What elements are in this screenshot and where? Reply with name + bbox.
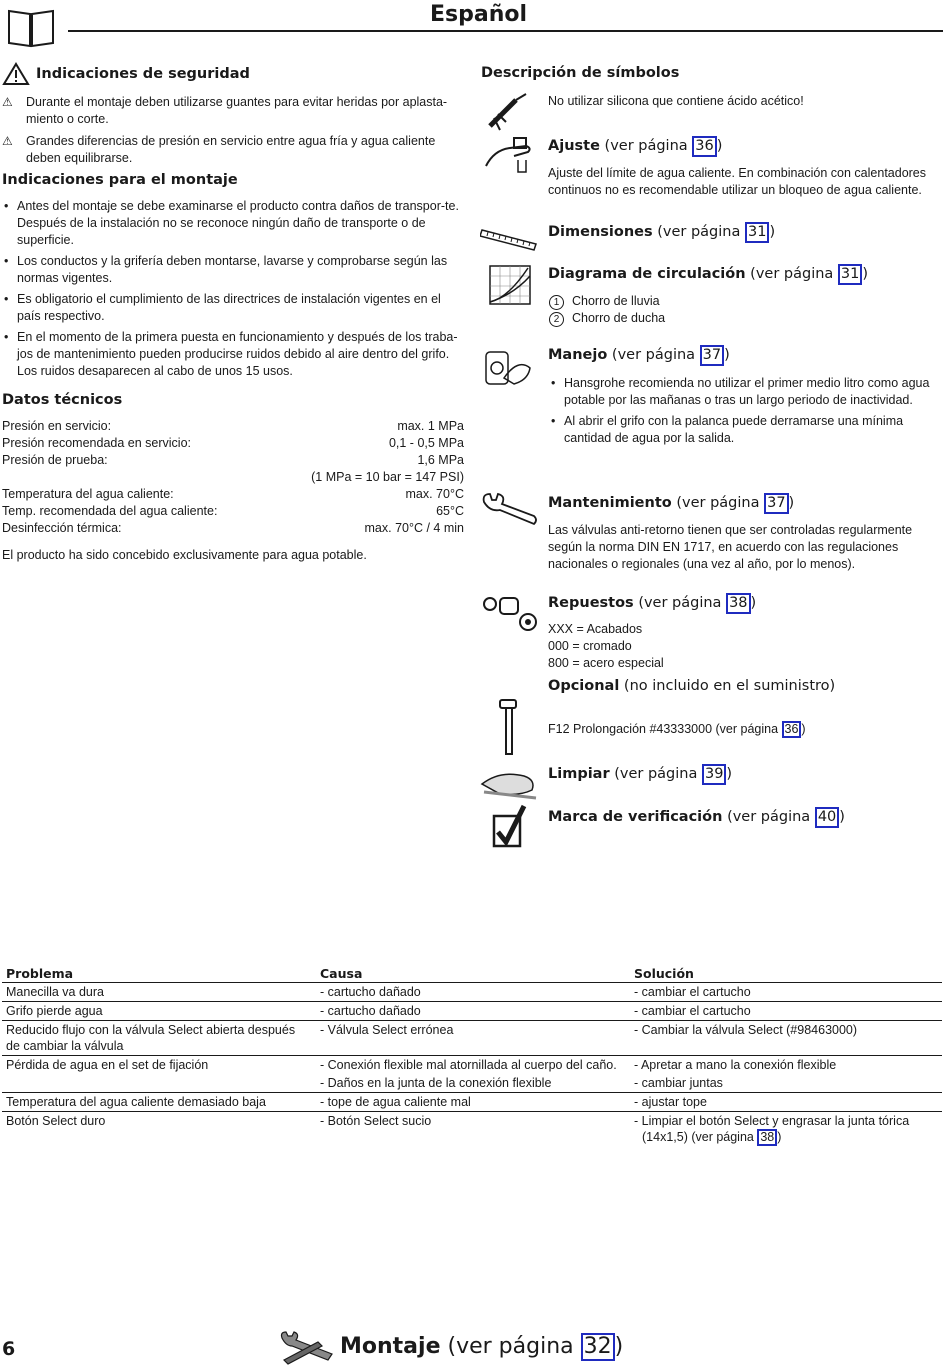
table-row: Pérdida de agua en el set de fijación - Conexión flexible mal atornillada al cuerpo del caño. - Apretar a mano la conexión flexible (6, 1058, 837, 1072)
safety-text: miento o corte. (26, 112, 109, 126)
diagrama-item-1: 1 Chorro de lluvia (549, 293, 660, 310)
warning-icon: ⚠ (2, 95, 13, 109)
spare-parts-icon (482, 594, 538, 639)
tech-row: Temperatura del agua caliente: max. 70°C (2, 487, 464, 501)
repuestos-heading: Repuestos (ver página 38 ) (548, 593, 756, 614)
tech-row: Presión recomendada en servicio: 0,1 - 0,5 MPa (2, 436, 464, 450)
mantenimiento-desc: Las válvulas anti-retorno tienen que ser controladas regularmente según la norma DIN EN 1717, en acuerdo con las regulaciones nacionales o regionales (una vez al año, por lo menos). (548, 523, 913, 571)
safety-section (2, 62, 472, 167)
repuestos-codes: XXX = Acabados 000 = cromado 800 = acero especial (548, 622, 664, 670)
page-link[interactable]: 37 (700, 345, 724, 366)
list-item: • En el momento de la primera puesta en funcionamiento y después de los traba-jos de mantenimiento pueden producirse ruidos debido al aire dentro del grifo. Los ruidos desaparecen al cabo de unos 15 usos. (2, 329, 467, 380)
opcional-item: F12 Prolongación #43333000 (ver página 36 ) (548, 722, 806, 736)
mounting-title: Indicaciones para el montaje (2, 172, 238, 188)
page-link[interactable]: 36 (692, 136, 716, 157)
tech-row: (1 MPa = 10 bar = 147 PSI) (311, 470, 464, 484)
warning-icon (2, 62, 30, 86)
tools-icon (278, 1330, 336, 1371)
column-header: Causa (316, 966, 630, 983)
list-item: • Es obligatorio el cumplimiento de las directrices de instalación vigentes en el país respectivo. (2, 291, 467, 325)
page-number: 6 (2, 1338, 16, 1360)
list-item: • Al abrir el grifo con la palanca puede derramarse una mínima cantidad de agua por la salida. (549, 413, 944, 447)
footer-heading: Montaje (ver página 32 ) (340, 1334, 624, 1359)
manejo-list (549, 375, 944, 451)
warning-icon: ⚠ (2, 134, 13, 148)
wrench-icon (480, 492, 538, 531)
tech-title: Datos técnicos (2, 392, 123, 408)
adjust-hand-icon (484, 136, 536, 183)
column-header: Problema (2, 966, 316, 983)
tech-row: Presión de prueba: 1,6 MPa (2, 453, 464, 467)
safety-text: Durante el montaje deben utilizarse guantes para evitar heridas por aplasta- (26, 95, 448, 109)
silicone-text: No utilizar silicona que contiene ácido acético! (548, 94, 804, 108)
tech-row: Desinfección térmica: max. 70°C / 4 min (2, 521, 464, 535)
mantenimiento-heading: Mantenimiento (ver página 37 ) (548, 493, 794, 514)
table-row: Botón Select duro - Botón Select sucio - Limpiar el botón Select y engrasar la junta tórica (14x1,5) (ver página 38 ) (6, 1114, 910, 1144)
list-item: • Hansgrohe recomienda no utilizar el primer medio litro como agua potable por las mañanas o tras un largo periodo de inactividad. (549, 375, 944, 409)
flow-diagram-icon (488, 264, 532, 311)
page-link[interactable]: 31 (745, 222, 769, 243)
handle-operation-icon (484, 348, 534, 393)
tech-note: El producto ha sido concebido exclusivamente para agua potable. (2, 548, 367, 562)
symbols-title: Descripción de símbolos (481, 65, 680, 81)
ruler-icon (480, 222, 538, 257)
ajuste-heading: Ajuste (ver página 36 ) (548, 136, 722, 157)
limpiar-heading: Limpiar (ver página 39 ) (548, 764, 732, 785)
dimensiones-heading: Dimensiones (ver página 31 ) (548, 222, 775, 243)
column-header: Solución (630, 966, 942, 983)
table-row: Manecilla va dura - cartucho dañado - cambiar el cartucho (2, 983, 942, 1002)
page-link[interactable]: 32 (581, 1333, 615, 1361)
page-link[interactable]: 36 (782, 721, 802, 738)
page-title: Español (430, 2, 528, 27)
silicone-gun-icon (486, 92, 532, 137)
page-link[interactable]: 38 (757, 1129, 777, 1146)
page-link[interactable]: 31 (838, 264, 862, 285)
safety-text: deben equilibrarse. (26, 151, 133, 165)
table-row: Temperatura del agua caliente demasiado baja - tope de agua caliente mal - ajustar tope (2, 1093, 942, 1112)
tech-section (2, 392, 464, 564)
list-item: • Los conductos y la grifería deben montarse, lavarse y comprobarse según las normas vigentes. (2, 253, 467, 287)
table-row: - Daños en la junta de la conexión flexible - cambiar juntas (2, 1074, 942, 1093)
marca-heading: Marca de verificación (ver página 40 ) (548, 807, 845, 828)
opcional-heading: Opcional (no incluido en el suministro) (548, 678, 836, 694)
page-link[interactable]: 40 (815, 807, 839, 828)
page-link[interactable]: 39 (702, 764, 726, 785)
manual-book-icon (7, 8, 55, 53)
cleaning-hand-icon (480, 764, 540, 809)
list-item: • Antes del montaje se debe examinarse el producto contra daños de transpor-te. Después de la instalación no se reconoce ningún daño de transporte o de superficie. (2, 198, 467, 249)
troubleshooting-table (2, 966, 942, 1147)
page-link[interactable]: 37 (764, 493, 788, 514)
safety-text: Grandes diferencias de presión en servicio entre agua fría y agua caliente (26, 134, 436, 148)
manejo-heading: Manejo (ver página 37 ) (548, 345, 730, 366)
diagrama-item-2: 2 Chorro de ducha (549, 310, 665, 327)
ajuste-desc: Ajuste del límite de agua caliente. En combinación con calentadores continuos no es recomendable utilizar un bloqueo de agua caliente. (548, 166, 927, 197)
table-row: Grifo pierde agua - cartucho dañado - cambiar el cartucho (2, 1002, 942, 1021)
tech-row: Temp. recomendada del agua caliente: 65°C (2, 504, 464, 518)
mounting-section (2, 172, 467, 384)
extension-icon (498, 698, 522, 763)
title-divider (68, 30, 943, 32)
checkmark-icon (492, 804, 528, 853)
safety-title: Indicaciones de seguridad (36, 66, 250, 82)
tech-row: Presión en servicio: max. 1 MPa (2, 419, 464, 433)
diagrama-heading: Diagrama de circulación (ver página 31 ) (548, 264, 868, 285)
table-row: Reducido flujo con la válvula Select abierta después de cambiar la válvula - Válvula Select errónea - Cambiar la válvula Select (#98463000) (2, 1021, 942, 1056)
page-link[interactable]: 38 (726, 593, 750, 614)
